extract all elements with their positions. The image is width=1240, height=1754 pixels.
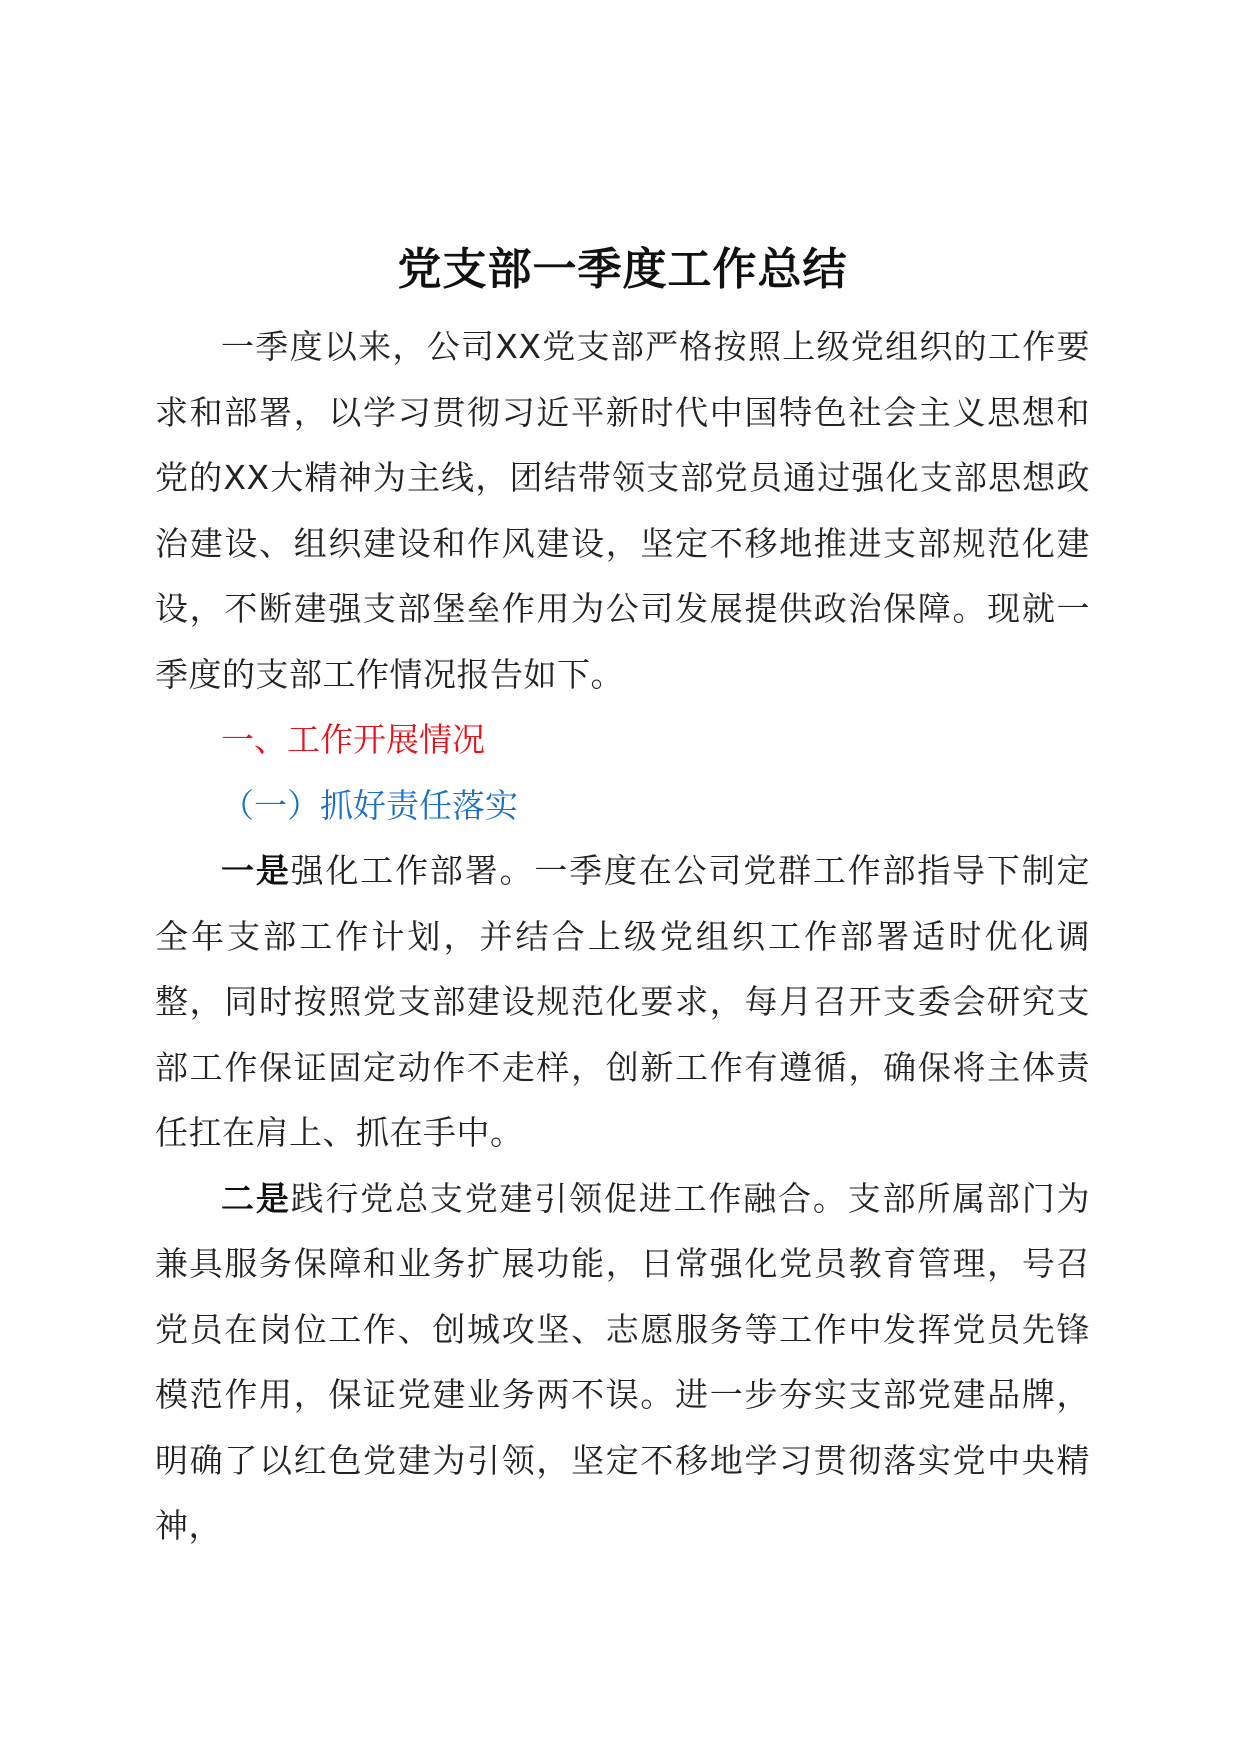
intro-paragraph: 一季度以来，公司XX党支部严格按照上级党组织的工作要求和部署，以学习贯彻习近平新时代中国特色社会主义思想和党的XX大精神为主线，团结带领支部党员通过强化支部思想政治建设、组织建设和作风建设，坚定不移地推进支部规范化建设，不断建强支部堡垒作用为公司发展提供政治保障。现就一季度的支部工作情况报告如下。 (155, 327, 1090, 694)
document-title: 党支部一季度工作总结 (397, 244, 848, 295)
document-body (155, 240, 1090, 1559)
item-paragraph-2 (155, 1166, 1090, 1559)
item-text-2: 践行党总支党建引领促进工作融合。支部所属部门为兼具服务保障和业务扩展功能，日常强化党员教育管理，号召党员在岗位工作、创城攻坚、志愿服务等工作中发挥党员先锋模范作用，保证党建业务两不误。进一步夯实支部党建品牌，明确了以红色党建为引领，坚定不移地学习贯彻落实党中央精神， (155, 1178, 1090, 1545)
subsection-heading-responsibility: （一）抓好责任落实 (221, 785, 518, 825)
item-paragraph-1 (155, 838, 1090, 1166)
item-text-1: 强化工作部署。一季度在公司党群工作部指导下制定全年支部工作计划，并结合上级党组织工作部署适时优化调整，同时按照党支部建设规范化要求，每月召开支委会研究支部工作保证固定动作不走样，创新工作有遵循，确保将主体责任扛在肩上、抓在手中。 (155, 851, 1090, 1152)
item-lead-1: 一是 (221, 851, 291, 890)
section-heading-work-progress: 一、工作开展情况 (221, 720, 485, 759)
item-lead-2: 二是 (221, 1178, 291, 1218)
